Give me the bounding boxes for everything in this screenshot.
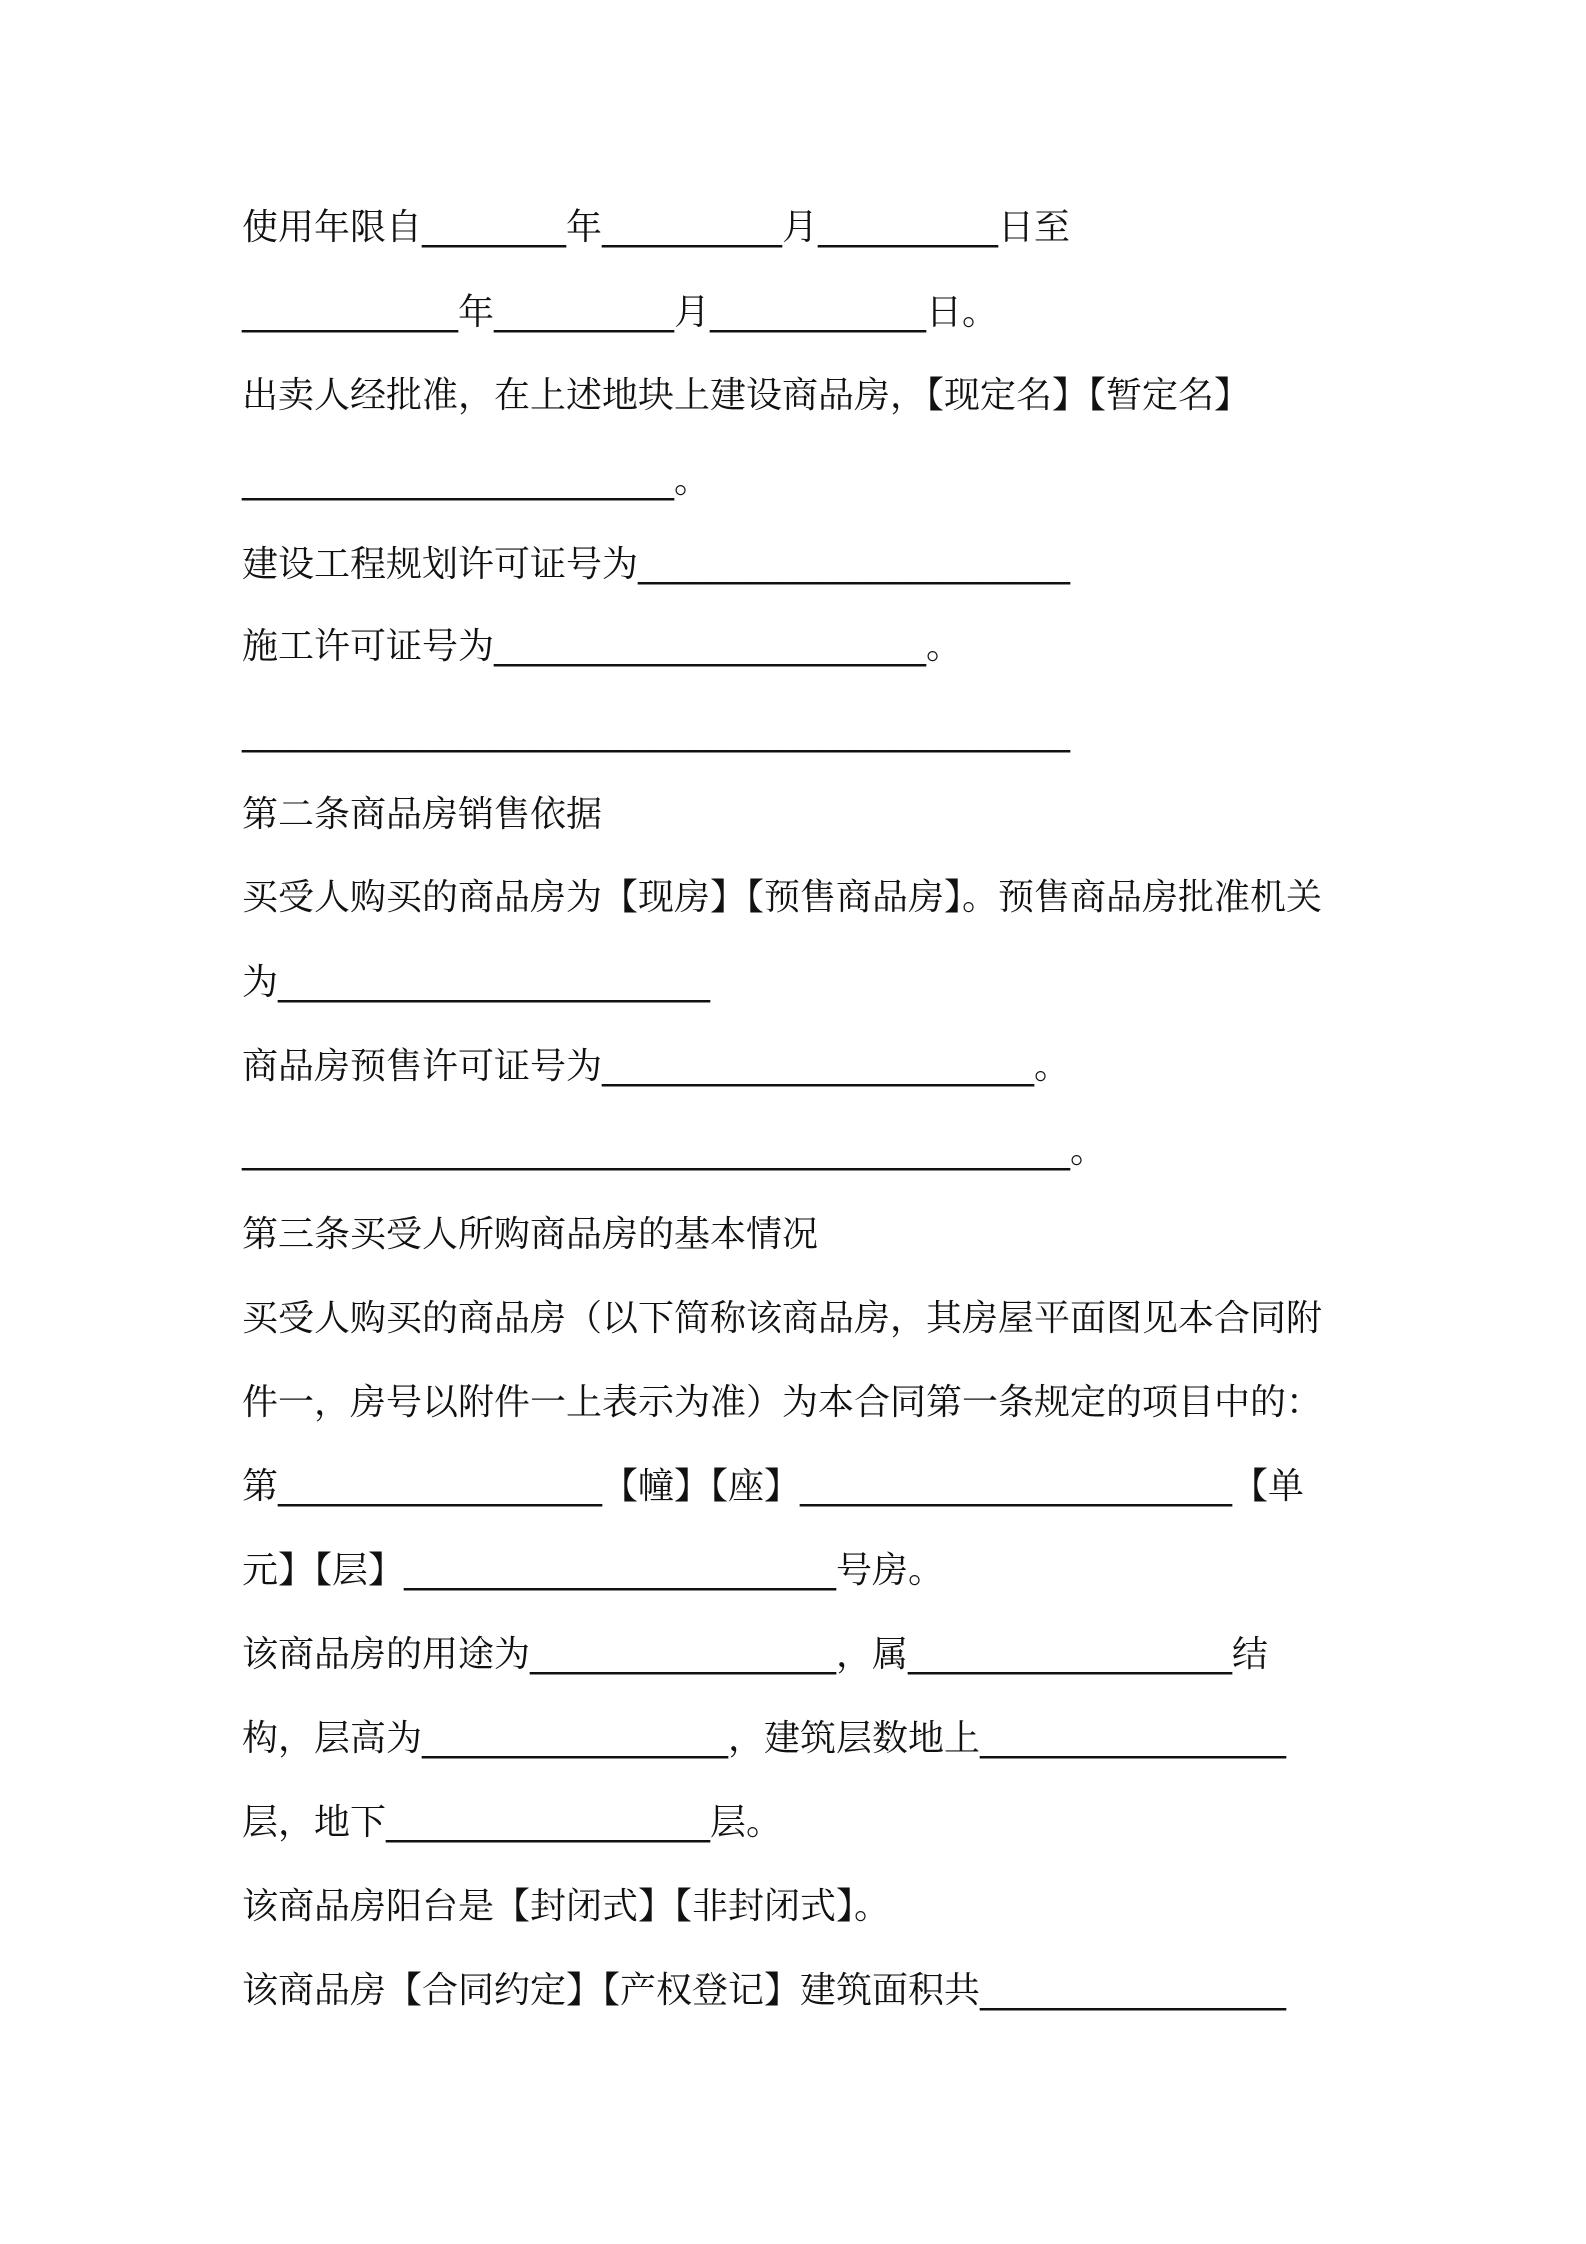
text-line: 该商品房阳台是【封闭式】【非封闭式】。 <box>242 1886 891 1927</box>
text-line: ______________________________________________。 <box>242 1130 1106 1171</box>
text-line: 买受人购买的商品房为【现房】【预售商品房】。预售商品房批准机关 <box>242 877 1323 918</box>
text-line: 第__________________【幢】【座】________________________【单 <box>242 1466 1305 1507</box>
text-line: 为________________________ <box>242 962 710 1003</box>
text-line: 构，层高为_________________，建筑层数地上_________________ <box>242 1718 1287 1759</box>
text-line: 买受人购买的商品房（以下简称该商品房，其房屋平面图见本合同附 <box>242 1298 1323 1339</box>
section-heading: 第二条商品房销售依据 <box>242 794 603 835</box>
text-line: 商品房预售许可证号为________________________。 <box>242 1046 1071 1087</box>
section-heading: 第三条买受人所购商品房的基本情况 <box>242 1214 819 1255</box>
text-line: ____________年__________月____________日。 <box>242 292 998 333</box>
text-line: 出卖人经批准，在上述地块上建设商品房，【现定名】【暂定名】 <box>242 375 1251 416</box>
text-line: 该商品房的用途为_________________，属__________________结 <box>242 1634 1269 1675</box>
text-line: 件一，房号以附件一上表示为准）为本合同第一条规定的项目中的： <box>242 1382 1323 1423</box>
text-line: 层，地下__________________层。 <box>242 1802 783 1843</box>
text-line: 该商品房【合同约定】【产权登记】建筑面积共_________________ <box>242 1970 1287 2011</box>
text-line: 使用年限自________年__________月__________日至 <box>242 207 1071 248</box>
text-line: 施工许可证号为________________________。 <box>242 626 963 667</box>
text-line: ______________________________________________ <box>242 712 1070 753</box>
text-line: 元】【层】________________________号房。 <box>242 1550 945 1591</box>
text-line: 建设工程规划许可证号为________________________ <box>242 544 1071 585</box>
text-line: ________________________。 <box>242 460 710 501</box>
